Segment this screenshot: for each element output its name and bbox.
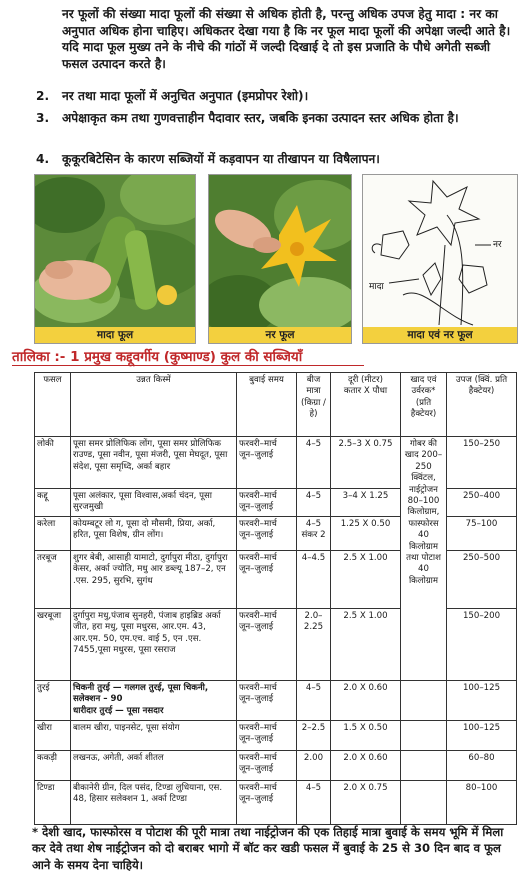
spacing-cell: 3–4 X 1.25: [331, 489, 401, 517]
header-crop: फसल: [35, 373, 71, 437]
spacing-cell: 2.0 X 0.60: [331, 751, 401, 781]
point-4: [36, 151, 516, 168]
varieties-cell: बीकानेरी ग्रीन, दिल पसंद, टिण्डा लुधियाना, एस. 48, हिसार सलेक्शन 1, अर्का टिण्डा: [71, 781, 237, 825]
fertilizer-empty-cell: [401, 781, 447, 825]
fertilizer-cell: गोबर की खाद 200–250 क्विंटल, नाईट्रोजन 80–100 किलोग्राम, फास्फोरस 40 किलोग्राम तथा पोटाश 40 किलोग्राम: [401, 437, 447, 681]
spacing-cell: 2.5–3 X 0.75: [331, 437, 401, 489]
yield-cell: 250–500: [447, 551, 517, 609]
spacing-cell: 1.5 X 0.50: [331, 721, 401, 751]
male-flower-image: [209, 175, 351, 343]
table-title: तालिका :- 1 प्रमुख कद्दूवर्गीय (कुष्माण्ड) कुल की सब्जियाँ: [12, 349, 303, 365]
spacing-cell: 2.0 X 0.75: [331, 781, 401, 825]
crop-cell: तुरई: [35, 681, 71, 721]
yield-cell: 150–200: [447, 609, 517, 681]
cucurbit-crops-table: [34, 372, 517, 825]
spacing-cell: 1.25 X 0.50: [331, 517, 401, 551]
fertilizer-empty-cell: [401, 721, 447, 751]
header-spacing-sub: कतार X पौधा: [343, 386, 388, 397]
seed-cell: 4–5: [297, 437, 331, 489]
header-seed: बीज मात्रा (किग्रा / हे): [297, 373, 331, 437]
varieties-line-ridged: धारीदार तुरई — पूसा नसदार: [73, 705, 164, 716]
seed-cell: 4–5: [297, 489, 331, 517]
yield-cell: 150–250: [447, 437, 517, 489]
table-row: [35, 781, 517, 825]
male-flower-caption: नर फूल: [209, 327, 351, 343]
sowing-cell: फरवरी–मार्च जून–जुलाई: [237, 781, 297, 825]
point-text: नर तथा मादा फूलों में अनुचित अनुपात (इमप्रोपर रेशो)।: [62, 89, 309, 103]
seed-cell: 4–4.5: [297, 551, 331, 609]
crop-cell: खीरा: [35, 721, 71, 751]
yield-cell: 60–80: [447, 751, 517, 781]
sowing-cell: फरवरी–मार्च जून–जुलाई: [237, 609, 297, 681]
yield-cell: 75–100: [447, 517, 517, 551]
female-flower-image: [35, 175, 195, 343]
crop-cell: करेला: [35, 517, 71, 551]
sowing-cell: फरवरी–मार्च जून–जुलाई: [237, 751, 297, 781]
title-underline: [12, 365, 364, 366]
point-number: 4.: [36, 152, 50, 166]
crop-cell: टिण्डा: [35, 781, 71, 825]
point-text: कूकूरबिटेसिन के कारण सब्जियों में कड़वापन या तीखापन या विषैलापन।: [62, 152, 380, 166]
varieties-cell: लखनऊ, अगेती, अर्का शीतल: [71, 751, 237, 781]
seed-cell: 4–5: [297, 781, 331, 825]
crop-cell: तरबूज: [35, 551, 71, 609]
seed-cell: 4–5: [297, 681, 331, 721]
male-label: नर: [493, 240, 502, 250]
seed-cell: 2–2.5: [297, 721, 331, 751]
header-spacing-label: दूरी (मीटर): [348, 375, 383, 385]
female-flower-caption: मादा फूल: [35, 327, 195, 343]
seed-cell: 2.0–2.25: [297, 609, 331, 681]
header-sowing: बुवाई समय: [237, 373, 297, 437]
varieties-cell: बालम खीरा, पाइनसेट, पूसा संयोग: [71, 721, 237, 751]
spacing-cell: 2.0 X 0.60: [331, 681, 401, 721]
seed-cell: 4–5 संकर 2: [297, 517, 331, 551]
intro-paragraph: नर फूलों की संख्या मादा फूलों की संख्या से अधिक होती है, परन्तु अधिक उपज हेतु मादा : नर का अनुपात अधिक होना चाहिए। अधिकतर देखा गया है कि नर फूल मादा फूलों की अपेक्षा जल्दी आते है। यदि मादा फूल मुख्य तने के नीचे की गांठों में जल्दी दिखाई दे तो इस प्रजाति के पौधे अगेती सब्जी फसल उत्पादन करते है।: [62, 7, 511, 71]
varieties-cell: दुर्गापुरा मधु,पंजाब सुनहरी, पंजाब हाइब्रिड अर्का जीत, हरा मधु, पूसा मधुरस, आर.एम. 43, आर.एम. 50, एम.एच. वाई 5, एन .एस. 7455,पूसा मधुरस, पूसा रसराज: [71, 609, 237, 681]
sowing-cell: फरवरी–मार्च जून–जुलाई: [237, 517, 297, 551]
header-varieties: उन्नत किस्में: [71, 373, 237, 437]
yield-cell: 80–100: [447, 781, 517, 825]
varieties-cell: पूसा समर प्रोलिफिक लोंग, पूसा समर प्रोलिफिक राउण्ड, पूसा नवीन, पूसा मंजरी, पूसा मेघदूत, पूसा संदेश, पूसा समृध्दि, अर्का बहार: [71, 437, 237, 489]
varieties-cell: कोयम्बटूर लो ग, पूसा दो मौसमी, प्रिया, अर्का, हरित, पूसा विशेष, ग्रीन लोंग।: [71, 517, 237, 551]
varieties-line-smooth: चिकनी तुरई — गलगल तुरई, पूसा चिकनी, सलेक्शन – 90: [73, 683, 209, 705]
crop-cell: कद्दू: [35, 489, 71, 517]
fertilizer-empty-cell: [401, 751, 447, 781]
table-row: [35, 751, 517, 781]
spacing-cell: 2.5 X 1.00: [331, 551, 401, 609]
table-header-row: [35, 373, 517, 437]
male-female-flower-drawing: [362, 174, 518, 344]
table-row: [35, 721, 517, 751]
sowing-cell: फरवरी–मार्च जून–जुलाई: [237, 551, 297, 609]
point-number: 3.: [36, 111, 50, 125]
male-flower-photo: [208, 174, 352, 344]
yield-cell: 250–400: [447, 489, 517, 517]
footnote: * देशी खाद, फास्फोरस व पोटाश की पूरी मात्रा तथा नाईट्रोजन की एक तिहाई मात्रा बुवाई के समय भूमि में मिला कर देवे तथा शेष नाईट्रोजन को दो बराबर भागो में बॉट कर खडी फसल में बुवाई के 25 से 30 दिन बाद व फूल आने के समय देना चाहिये।: [32, 825, 504, 872]
varieties-cell: शुगर बेबी, आसाही यामाटो, दुर्गापुरा मीठा, दुर्गापुरा केसर, अर्का ज्योति, मधु आर डब्ल्यू 187–2, एन .एस. 295, सुरभि, सुगंध: [71, 551, 237, 609]
point-text: अपेक्षाकृत कम तथा गुणवत्ताहीन पैदावार स्तर, जबकि इनका उत्पादन स्तर अधिक होता है।: [62, 111, 459, 125]
spacing-cell: 2.5 X 1.00: [331, 609, 401, 681]
sowing-cell: फरवरी–मार्च जून–जुलाई: [237, 437, 297, 489]
point-2: [36, 88, 516, 105]
male-female-flower-caption: मादा एवं नर फूल: [363, 327, 517, 343]
fertilizer-empty-cell: [401, 681, 447, 721]
plant-drawing: [363, 175, 517, 343]
sowing-cell: फरवरी–मार्च जून–जुलाई: [237, 489, 297, 517]
crop-cell: लोकी: [35, 437, 71, 489]
female-flower-photo: [34, 174, 196, 344]
yield-cell: 100–125: [447, 681, 517, 721]
varieties-cell: [71, 681, 237, 721]
sowing-cell: फरवरी–मार्च जून–जुलाई: [237, 681, 297, 721]
header-spacing: [331, 373, 401, 437]
point-3: [36, 110, 516, 127]
point-number: 2.: [36, 89, 50, 103]
seed-cell: 2.00: [297, 751, 331, 781]
yield-cell: 100–125: [447, 721, 517, 751]
table-row: [35, 681, 517, 721]
header-fertilizer: खाद एवं उर्वरक* (प्रति हैक्टेयर): [401, 373, 447, 437]
crop-cell: खरबूजा: [35, 609, 71, 681]
sowing-cell: फरवरी–मार्च जून–जुलाई: [237, 721, 297, 751]
header-yield: उपज (क्विं. प्रति हैक्टेयर): [447, 373, 517, 437]
varieties-cell: पूसा अलंकार, पूसा विश्वास,अर्का चंदन, पूसा सुरजमुखी: [71, 489, 237, 517]
female-label: मादा: [369, 282, 384, 292]
table-row: [35, 437, 517, 489]
crop-cell: ककड़ी: [35, 751, 71, 781]
